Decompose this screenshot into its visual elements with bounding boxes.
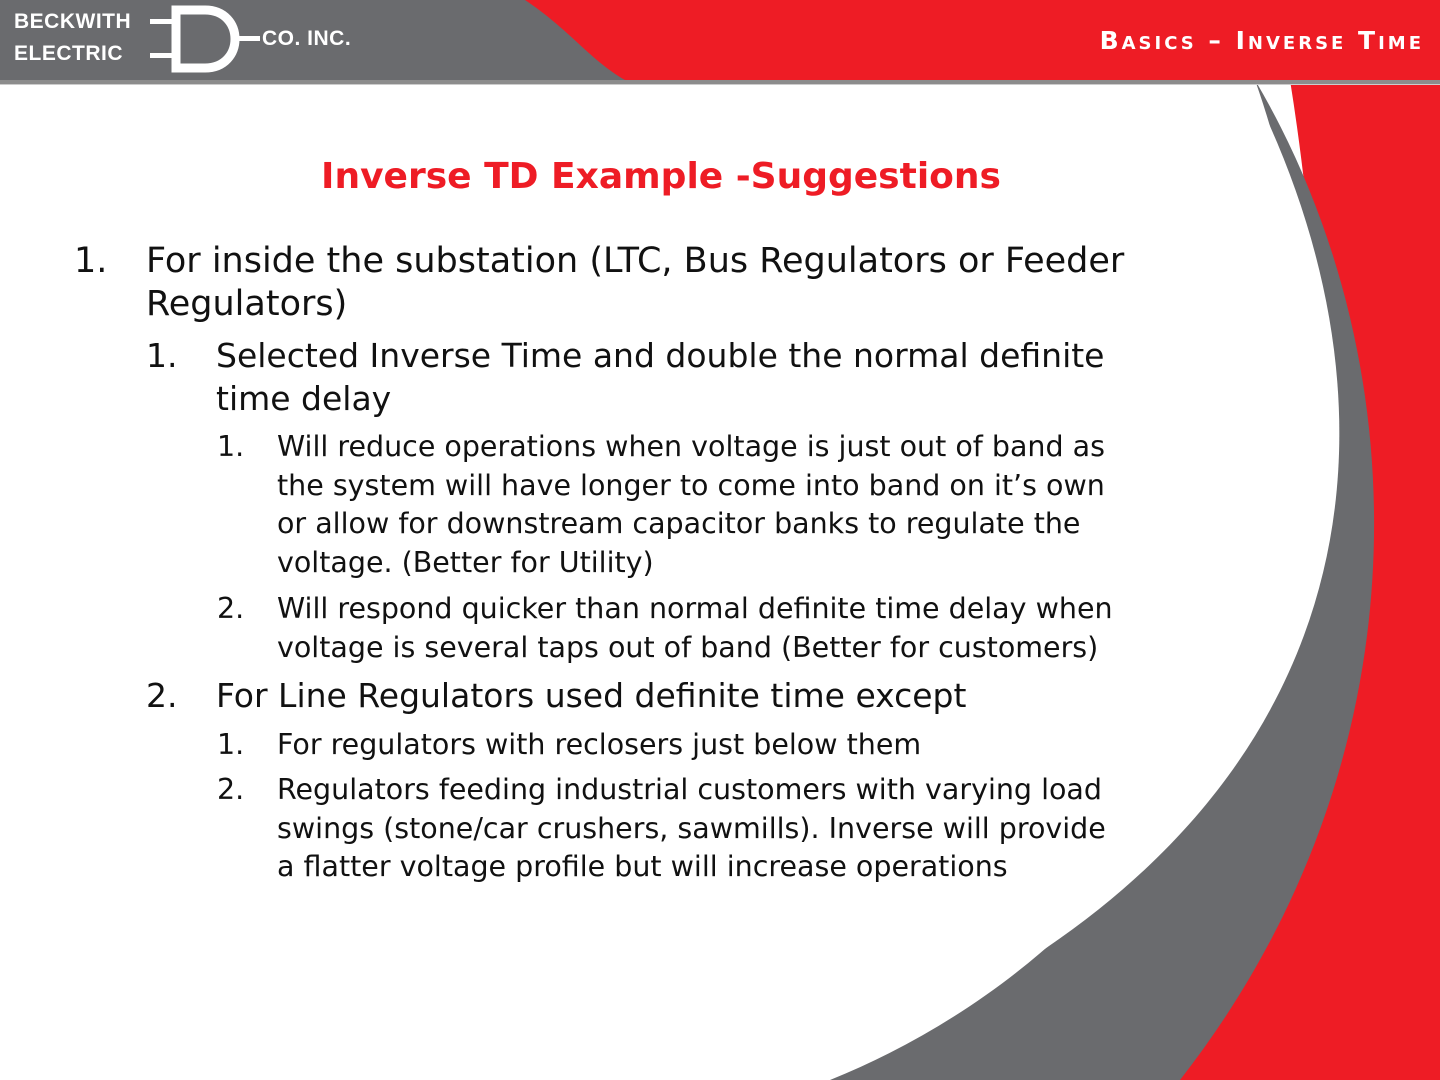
list-item [217,771,1257,887]
list-item-text: For Line Regulators used definite time except [216,676,967,715]
list-item-text: Will respond quicker than normal definite time delay when voltage is several taps out of band (Better for customers) [277,592,1113,664]
list-item [146,334,1226,420]
slide-title: Inverse TD Example -Suggestions [321,156,1001,197]
list-item [217,428,1237,582]
list-number: 2. [146,676,178,715]
list-item-text: For regulators with reclosers just below them [277,728,922,761]
list-item-text: For inside the substation (LTC, Bus Regulators or Feeder Regulators) [146,241,1125,324]
logo-text-electric: ELECTRIC [14,42,123,65]
logo-d-mark-icon [0,0,420,80]
logo-text-co-inc: CO. INC. [262,27,352,50]
list-number: 1. [146,336,178,375]
list-number: 2. [217,773,245,806]
logo-text-beckwith: BECKWITH [14,10,132,33]
list-item [217,590,1237,667]
company-logo [0,0,420,80]
list-number: 1. [217,728,245,761]
list-item-text: Selected Inverse Time and double the normal definite time delay [216,336,1105,418]
list-number: 1. [74,241,108,281]
list-item [146,674,1226,717]
header-divider [0,80,1440,84]
list-item [217,726,1237,765]
list-number: 2. [217,592,245,625]
list-item [74,240,1226,326]
section-title: Basics – Inverse Time [1099,26,1424,55]
list-number: 1. [217,430,245,463]
list-item-text: Regulators feeding industrial customers with varying load swings (stone/car crushers, sawmills). Inverse will provide a flatter voltage profile but will increase operations [277,773,1106,883]
list-item-text: Will reduce operations when voltage is just out of band as the system will have longer to come into band on it’s own or allow for downstream capacitor banks to regulate the voltage. (Better for Utility) [277,430,1105,579]
